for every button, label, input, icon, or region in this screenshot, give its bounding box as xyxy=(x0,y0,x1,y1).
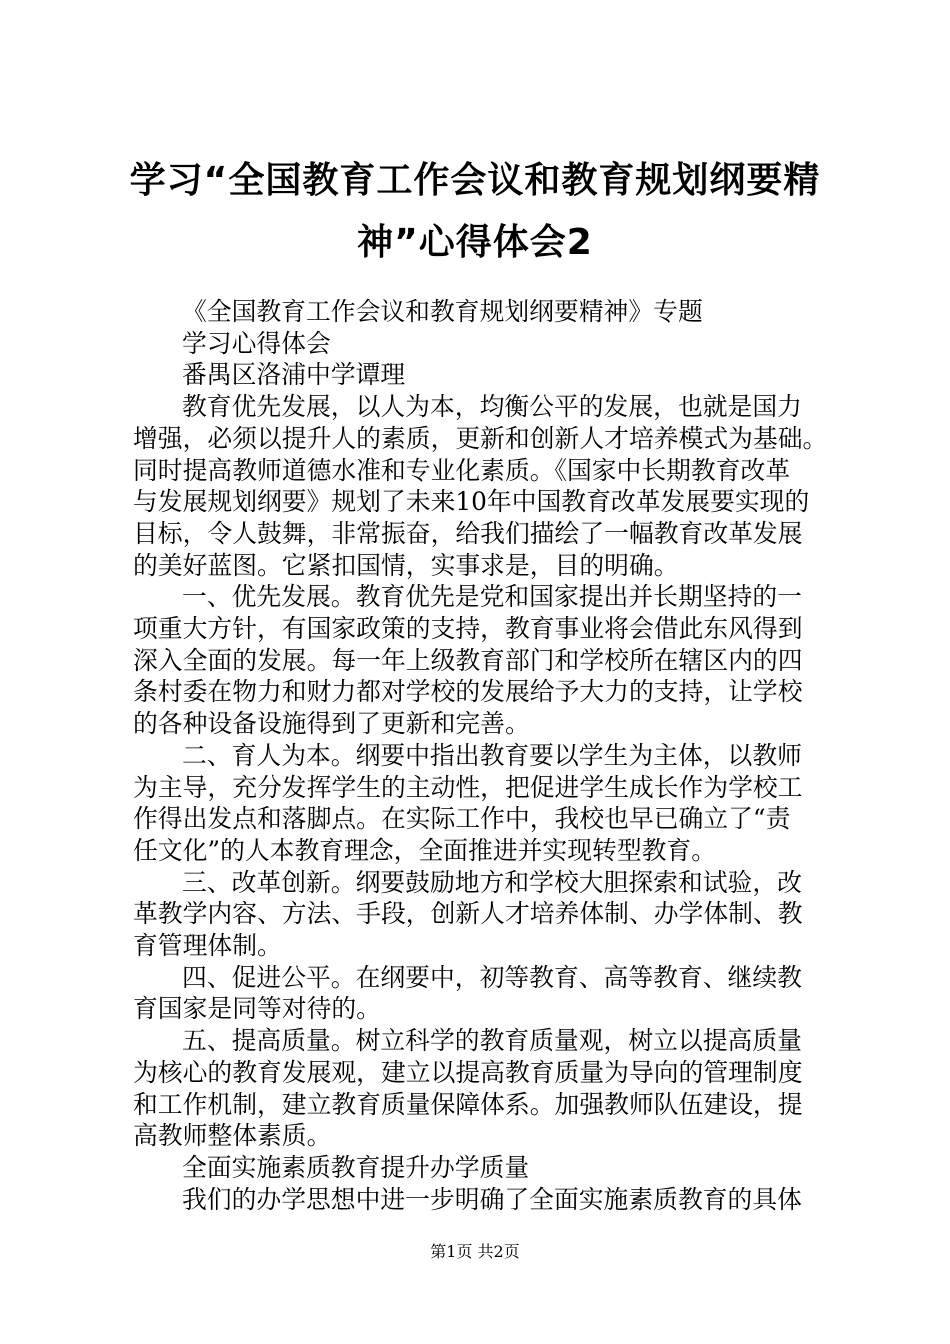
body-text-line: 学习心得体会 xyxy=(182,328,331,358)
body-text-line: 育国家是同等对待的。 xyxy=(133,994,381,1024)
body-text-line: 任文化”的人本教育理念，全面推进并实现转型教育。 xyxy=(133,835,717,865)
body-text-line: 的各种设备设施得到了更新和完善。 xyxy=(133,709,530,739)
body-text-line: 全面实施素质教育提升办学质量 xyxy=(182,1152,530,1182)
body-text-line: 我们的办学思想中进一步明确了全面实施素质教育的具体 xyxy=(182,1184,802,1214)
body-text-line: 和工作机制，建立教育质量保障体系。加强教师队伍建设，提 xyxy=(133,1089,803,1119)
body-text-line: 作得出发点和落脚点。在实际工作中，我校也早已确立了“责 xyxy=(133,804,791,834)
body-text-line: 五、提高质量。树立科学的教育质量观，树立以提高质量 xyxy=(182,1026,802,1056)
body-text-line: 教育优先发展，以人为本，均衡公平的发展，也就是国力 xyxy=(182,392,802,422)
document-title-line-1: 学习“全国教育工作会议和教育规划纲要精 xyxy=(129,160,821,201)
body-text-line: 一、优先发展。教育优先是党和国家提出并长期坚持的一 xyxy=(182,582,802,612)
body-text-line: 与发展规划纲要》规划了未来10年中国教育改革发展要实现的 xyxy=(133,487,810,517)
body-text-line: 的美好蓝图。它紧扣国情，实事求是，目的明确。 xyxy=(133,550,679,580)
body-text-line: 育管理体制。 xyxy=(133,931,282,961)
body-text-line: 深入全面的发展。每一年上级教育部门和学校所在辖区内的四 xyxy=(133,645,803,675)
body-text-line: 目标，令人鼓舞，非常振奋，给我们描绘了一幅教育改革发展 xyxy=(133,518,803,548)
document-title-line-2: 神”心得体会2 xyxy=(357,222,593,263)
body-text-line: 三、改革创新。纲要鼓励地方和学校大胆探索和试验，改 xyxy=(182,867,802,897)
body-text-line: 四、促进公平。在纲要中，初等教育、高等教育、继续教 xyxy=(182,962,802,992)
body-text-line: 项重大方针，有国家政策的支持，教育事业将会借此东风得到 xyxy=(133,614,803,644)
body-text-line: 增强，必须以提升人的素质，更新和创新人才培养模式为基础。 xyxy=(133,423,828,453)
page-indicator: 第1页 共2页 xyxy=(430,1242,520,1261)
body-text-line: 革教学内容、方法、手段，创新人才培养体制、办学体制、教 xyxy=(133,899,803,929)
body-text-line: 为主导，充分发挥学生的主动性，把促进学生成长作为学校工 xyxy=(133,772,803,802)
body-text-line: 为核心的教育发展观，建立以提高教育质量为导向的管理制度 xyxy=(133,1057,803,1087)
body-text-line: 《全国教育工作会议和教育规划纲要精神》专题 xyxy=(182,297,703,326)
body-text-line: 二、育人为本。纲要中指出教育要以学生为主体，以教师 xyxy=(182,740,802,770)
document-body xyxy=(133,296,838,1215)
body-text-line: 条村委在物力和财力都对学校的发展给予大力的支持，让学校 xyxy=(133,677,803,707)
body-text-line: 番禺区洛浦中学谭理 xyxy=(182,360,406,390)
body-text-line: 同时提高教师道德水准和专业化素质。《国家中长期教育改革 xyxy=(133,455,791,485)
body-text-line: 高教师整体素质。 xyxy=(133,1121,332,1151)
